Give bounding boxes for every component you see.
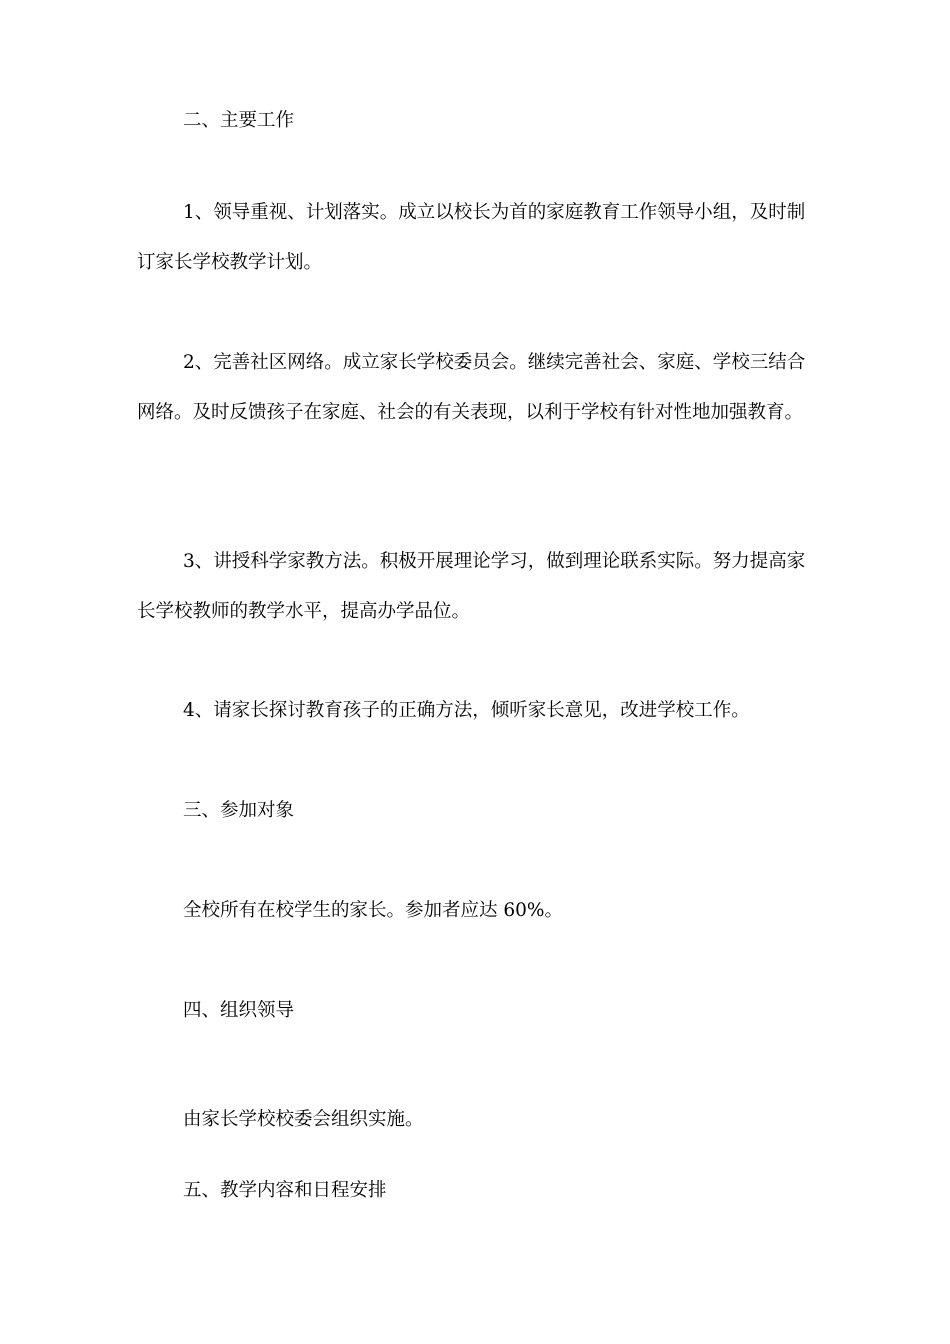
section-heading-main-work: 二、主要工作: [183, 110, 295, 131]
paragraph-item-1: 1、领导重视、计划落实。成立以校长为首的家庭教育工作领导小组，及时制订家长学校教学计划。: [137, 202, 806, 273]
section-heading-teaching-schedule: 五、教学内容和日程安排: [183, 1180, 387, 1201]
paragraph-item-2: 2、完善社区网络。成立家长学校委员会。继续完善社会、家庭、学校三结合网络。及时反馈孩子在家庭、社会的有关表现，以利于学校有针对性地加强教育。: [137, 352, 806, 423]
paragraph-organization: 由家长学校校委会组织实施。: [183, 1109, 424, 1130]
section-heading-organization: 四、组织领导: [183, 1000, 295, 1021]
section-heading-participants: 三、参加对象: [183, 800, 295, 821]
paragraph-item-3: 3、讲授科学家教方法。积极开展理论学习，做到理论联系实际。努力提高家长学校教师的教学水平，提高办学品位。: [137, 551, 806, 622]
paragraph-item-4: 4、请家长探讨教育孩子的正确方法，倾听家长意见，改进学校工作。: [183, 700, 750, 721]
paragraph-participants: 全校所有在校学生的家长。参加者应达 60%。: [183, 900, 564, 921]
